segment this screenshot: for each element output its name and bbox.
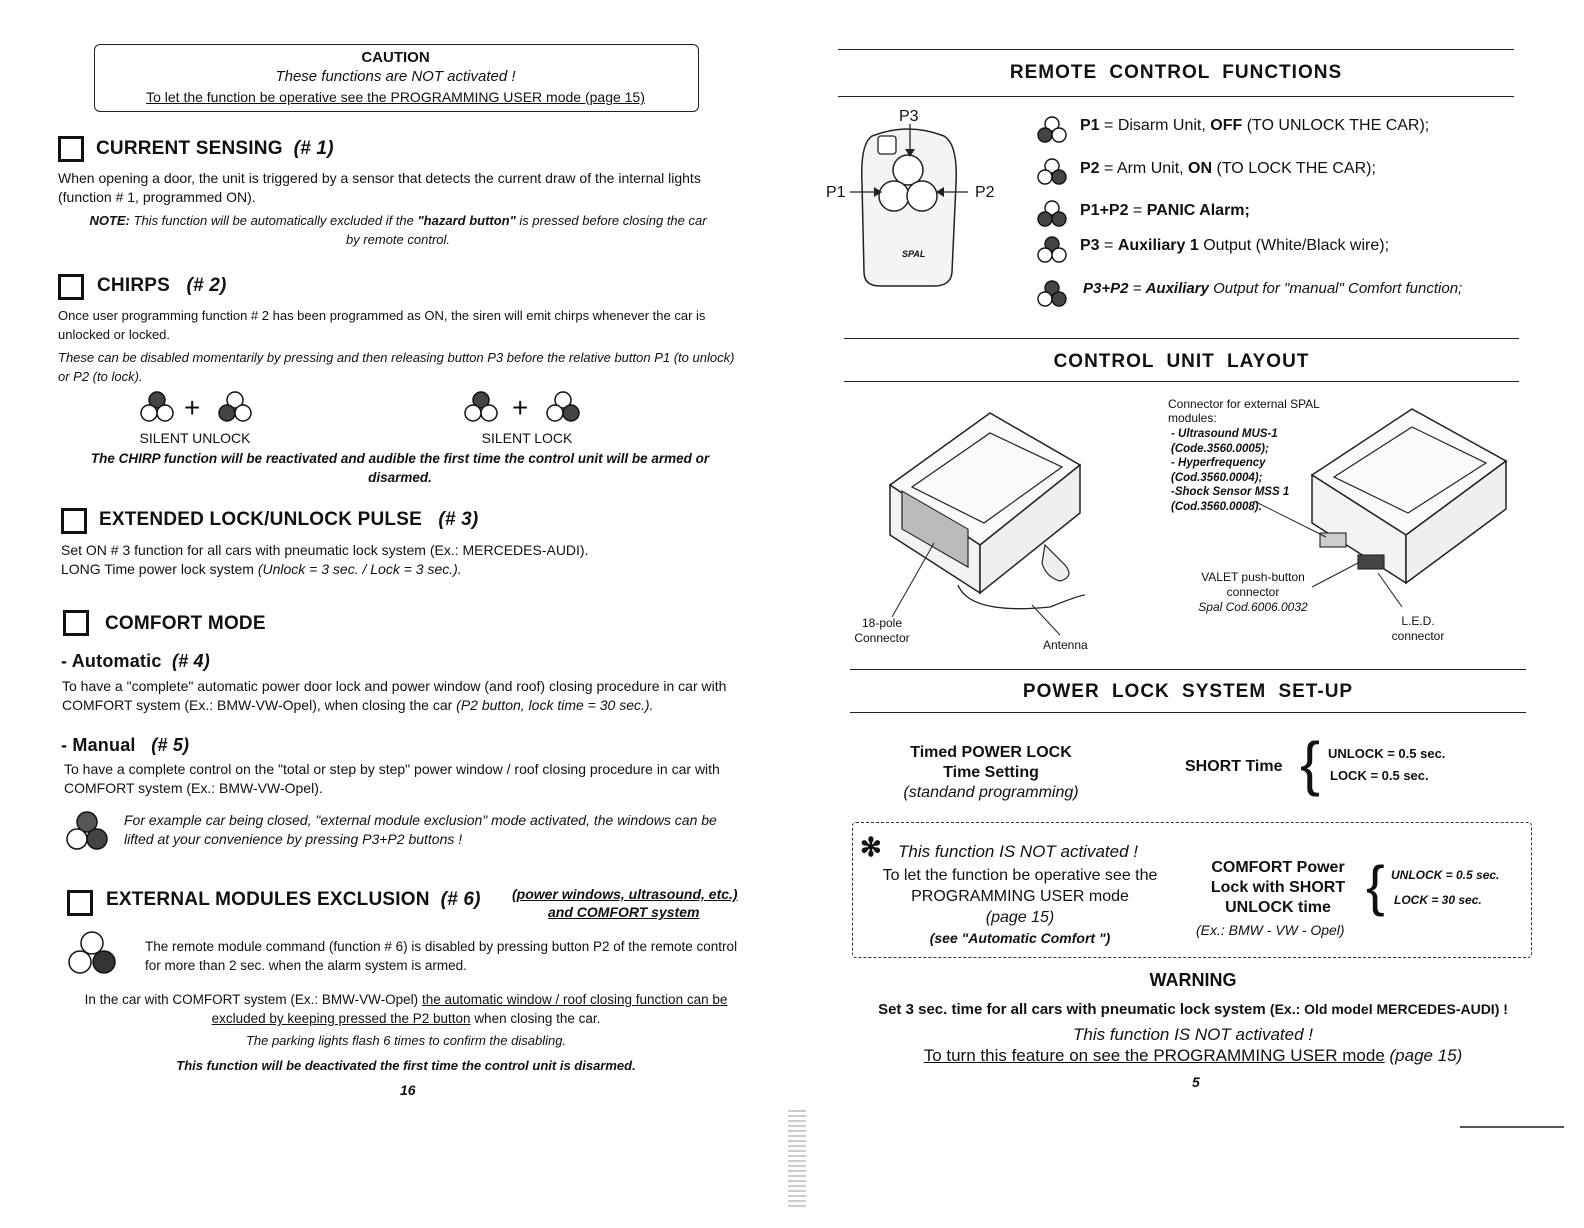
layout-title: CONTROL UNIT LAYOUT — [1053, 351, 1310, 372]
comfort-power-block: COMFORT Power Lock with SHORT UNLOCK time — [1210, 859, 1346, 916]
power-title: POWER LOCK SYSTEM SET-UP — [1022, 681, 1354, 702]
remote-icon-p1 — [1036, 114, 1068, 146]
brace: { — [1366, 854, 1385, 917]
checkbox-chirps — [58, 274, 84, 300]
center-fold — [788, 1110, 806, 1210]
module-hyperfrequency-code: (Cod.3560.0004); — [1171, 471, 1263, 484]
warning-line3[interactable]: To turn this feature on see the PROGRAMMING USER mode (page 15) — [923, 1046, 1463, 1065]
rule — [838, 96, 1514, 97]
automatic-body: To have a "complete" automatic power door lock and power window (and roof) closing procedure in car with COMFORT system (Ex.: BMW-VW-Opel), when closing the car (P2 button, lock time = 30 sec.). — [62, 678, 727, 713]
label-p3: P3 — [899, 108, 919, 125]
extended-line1: Set ON # 3 function for all cars with pneumatic lock system (Ex.: MERCEDES-AUDI). — [61, 542, 589, 558]
extended-title: EXTENDED LOCK/UNLOCK PULSE (# 3) — [99, 509, 479, 530]
remote-logo: SPAL — [902, 249, 926, 259]
rule — [844, 338, 1519, 339]
remote-item-p3p2: P3+P2 = Auxiliary Output for "manual" Comfort function; — [1083, 280, 1463, 297]
remote-icon-p3p2 — [64, 808, 110, 854]
current-sensing-body: When opening a door, the unit is triggered by a sensor that detects the current draw of the internal lights (function # 1, programmed ON). — [58, 170, 701, 205]
scan-edge-line — [1460, 1126, 1564, 1128]
module-hyperfrequency: - Hyperfrequency — [1171, 457, 1266, 469]
module-shock-sensor-code: (Cod.3560.0008). — [1171, 500, 1262, 513]
remote-title: REMOTE CONTROL FUNCTIONS — [1009, 62, 1343, 83]
external-flash: The parking lights flash 6 times to confirm the disabling. — [245, 1033, 567, 1048]
timed-block: Timed POWER LOCK Time Setting (standand programming) — [903, 744, 1079, 801]
checkbox-current-sensing — [58, 136, 84, 162]
warning-line2: This function IS NOT activated ! — [1073, 1025, 1313, 1044]
module-ultrasound-code: (Code.3560.0005); — [1171, 442, 1269, 455]
remote-icon-p3 — [1036, 234, 1068, 266]
short-time-label: SHORT Time — [1185, 758, 1283, 775]
remote-icon-p3p2 — [1036, 278, 1068, 310]
silent-unlock-label: SILENT UNLOCK — [139, 430, 251, 446]
current-sensing-note: NOTE: This function will be automatically excluded if the "hazard button" is pressed before closing the car by remote control. — [89, 213, 707, 247]
label-p2: P2 — [975, 184, 995, 201]
page-number-left: 16 — [400, 1082, 416, 1098]
chirps-reactivate: The CHIRP function will be reactivated and audible the first time the control unit will be armed or disarmed. — [90, 451, 710, 485]
manual-title: - Manual (# 5) — [61, 735, 190, 755]
chirps-body: Once user programming function # 2 has been programmed as ON, the siren will emit chirps whenever the car is unlocked or locked. — [58, 308, 706, 342]
page-number-right: 5 — [1192, 1074, 1200, 1090]
dashed-not-activated: This function IS NOT activated ! — [898, 842, 1138, 861]
brace: { — [1300, 730, 1321, 797]
remote-item-p1: P1 = Disarm Unit, OFF (TO UNLOCK THE CAR); — [1080, 117, 1430, 134]
extended-line2: LONG Time power lock system (Unlock = 3 sec. / Lock = 3 sec.). — [61, 561, 462, 577]
external-side1: (power windows, ultrasound, etc.) — [512, 886, 738, 902]
warning-line1: Set 3 sec. time for all cars with pneumatic lock system (Ex.: Old model MERCEDES-AUDI) ! — [878, 1001, 1508, 1018]
checkbox-extended — [61, 508, 87, 534]
pole-label: 18-pole Connector — [854, 616, 910, 645]
module-shock-sensor: -Shock Sensor MSS 1 — [1171, 486, 1290, 498]
external-title: EXTERNAL MODULES EXCLUSION (# 6) — [106, 889, 481, 910]
rule — [850, 712, 1526, 713]
external-car: In the car with COMFORT system (Ex.: BMW-VW-Opel) the automatic window / roof closing function can be excluded by keeping pressed the P2 button when closing the car. — [84, 992, 728, 1026]
short-lock: LOCK = 0.5 sec. — [1330, 768, 1429, 783]
caution-link[interactable]: To let the function be operative see the PROGRAMMING USER mode (page 15) — [146, 89, 645, 105]
remote-icon-p2 — [1036, 156, 1068, 188]
short-unlock: UNLOCK = 0.5 sec. — [1328, 746, 1446, 761]
manual-body: To have a complete control on the "total or step by step" power window / roof closing procedure in car with COMFORT system (Ex.: BMW-VW-Opel). — [64, 761, 720, 796]
led-label: L.E.D. connector — [1391, 614, 1445, 643]
plus-sign: + — [512, 392, 529, 423]
comfort-title: COMFORT MODE — [105, 613, 266, 634]
comfort-lock: LOCK = 30 sec. — [1394, 893, 1482, 907]
comfort-unlock: UNLOCK = 0.5 sec. — [1391, 868, 1500, 882]
external-deact: This function will be deactivated the first time the control unit is disarmed. — [176, 1058, 636, 1073]
silent-lock-label: SILENT LOCK — [481, 430, 573, 446]
remote-icon-p3 — [138, 388, 176, 426]
remote-icon-p2 — [66, 928, 118, 978]
remote-item-p3: P3 = Auxiliary 1 Output (White/Black wire); — [1080, 237, 1390, 254]
remote-icon-p1p2 — [1036, 198, 1068, 230]
external-body: The remote module command (function # 6) is disabled by pressing button P2 of the remote control for more than 2 sec. when the alarm system is armed. — [145, 939, 738, 973]
module-list — [1171, 427, 1289, 514]
comfort-example-cars: (Ex.: BMW - VW - Opel) — [1196, 922, 1345, 938]
chirps-title: CHIRPS (# 2) — [97, 275, 227, 296]
rule — [838, 49, 1514, 50]
checkbox-external — [67, 890, 93, 916]
asterisk-icon: ✻ — [860, 832, 882, 862]
remote-item-p2: P2 = Arm Unit, ON (TO LOCK THE CAR); — [1080, 160, 1376, 177]
warning-title: WARNING — [1149, 970, 1237, 990]
rule — [850, 669, 1526, 670]
automatic-title: - Automatic (# 4) — [61, 651, 210, 671]
connector-ext-label: Connector for external SPAL modules: — [1168, 397, 1320, 425]
caution-title: CAUTION — [361, 49, 430, 66]
module-ultrasound: - Ultrasound MUS-1 — [1171, 428, 1278, 440]
remote-item-panic: P1+P2 = PANIC Alarm; — [1080, 202, 1250, 219]
remote-icon-p3 — [462, 388, 500, 426]
valet-label: VALET push-button connector Spal Cod.6006.0032 — [1198, 570, 1308, 614]
external-side2: and COMFORT system — [548, 904, 700, 920]
label-p1: P1 — [826, 184, 846, 201]
current-sensing-title: CURRENT SENSING (# 1) — [96, 138, 334, 159]
remote-icon-p1 — [216, 388, 254, 426]
remote-icon-p2 — [544, 388, 582, 426]
rule — [844, 381, 1519, 382]
checkbox-comfort — [63, 610, 89, 636]
caution-line: These functions are NOT activated ! — [275, 68, 516, 85]
antenna-label: Antenna — [1043, 638, 1088, 652]
plus-sign: + — [184, 392, 201, 423]
comfort-example: For example car being closed, "external module exclusion" mode activated, the windows can be lifted at your convenience by pressing P3+P2 buttons ! — [124, 812, 717, 847]
chirps-italic: These can be disabled momentarily by pressing and then releasing button P3 before the relative button P1 (to unlock) or P2 (to lock). — [58, 350, 735, 384]
dashed-left-text: To let the function be operative see the PROGRAMMING USER mode (page 15) (see "Automatic Comfort ") — [882, 867, 1158, 946]
